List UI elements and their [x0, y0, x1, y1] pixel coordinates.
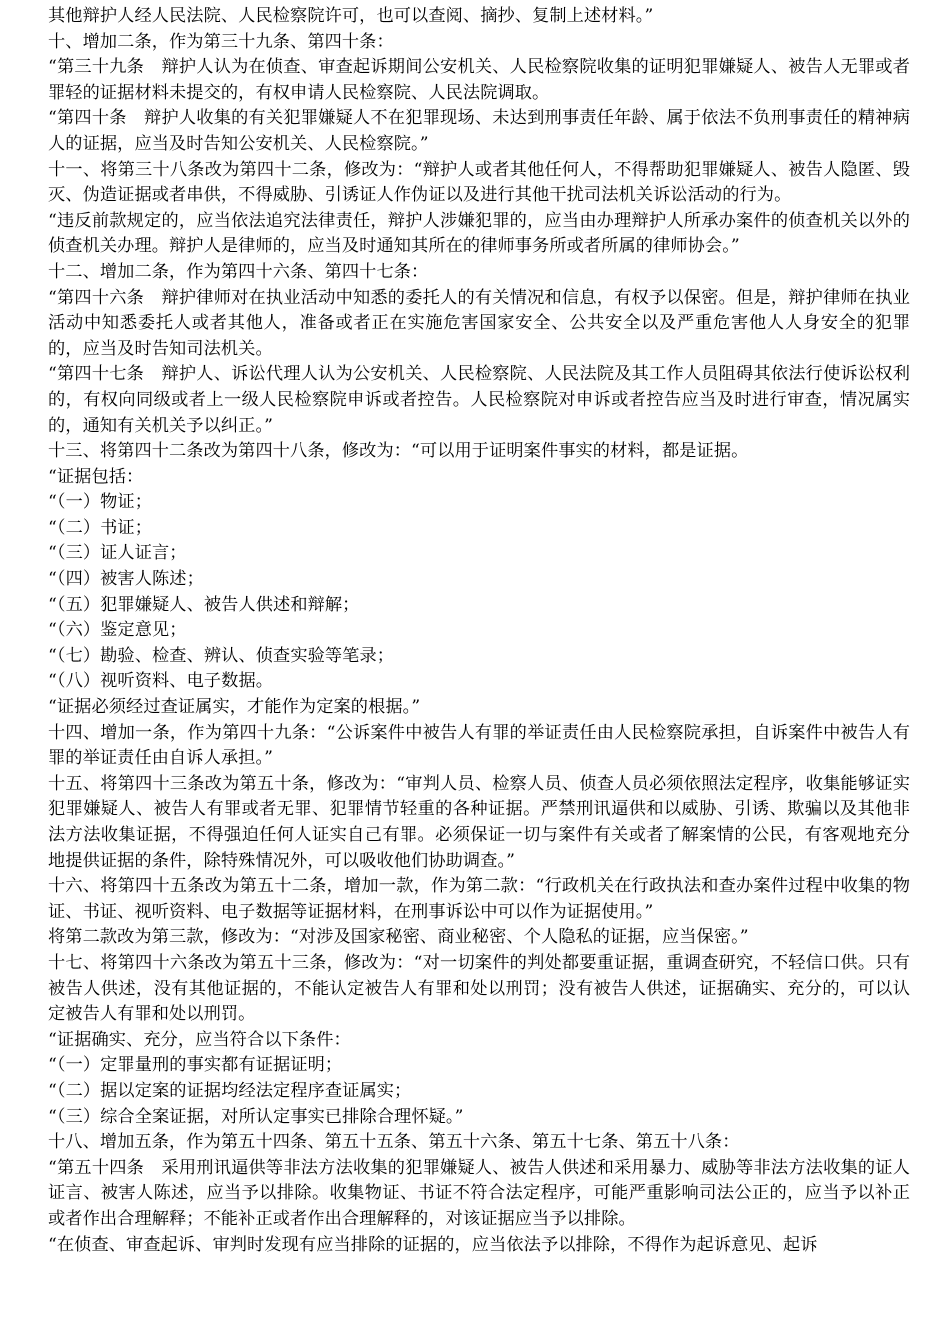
paragraph: “第四十七条 辩护人、诉讼代理人认为公安机关、人民检察院、人民法院及其工作人员阻碍其依法行使诉讼权利的，有权向同级或者上一级人民检察院申诉或者控告。人民检察院对申诉或者控告应当及时进行审查，情况属实的，通知有关机关予以纠正。” — [48, 364, 910, 436]
paragraph: “（二）书证； — [48, 517, 153, 538]
paragraph: 十、增加二条，作为第三十九条、第四十条： — [48, 31, 394, 52]
paragraph: 十六、将第四十五条改为第五十二条，增加一款，作为第二款：“行政机关在行政执法和查办案件过程中收集的物证、书证、视听资料、电子数据等证据材料，在刑事诉讼中可以作为证据使用。” — [48, 876, 910, 922]
paragraph: 十四、增加一条，作为第四十九条：“公诉案件中被告人有罪的举证责任由人民检察院承担，自诉案件中被告人有罪的举证责任由自诉人承担。” — [48, 722, 910, 769]
paragraph: “（七）勘验、检查、辨认、侦查实验等笔录； — [48, 645, 395, 666]
paragraph: “第四十六条 辩护律师对在执业活动中知悉的委托人的有关情况和信息，有权予以保密。但是，辩护律师在执业活动中知悉委托人或者其他人，准备或者正在实施危害国家安全、公共安全以及严重危害他人人身安全的犯罪的，应当及时告知司法机关。 — [48, 287, 910, 359]
paragraph: “（三）证人证言； — [48, 543, 187, 564]
paragraph: “（一）定罪量刑的事实都有证据证明； — [48, 1055, 343, 1076]
paragraph: “违反前款规定的，应当依法追究法律责任，辩护人涉嫌犯罪的，应当由办理辩护人所承办案件的侦查机关以外的侦查机关办理。辩护人是律师的，应当及时通知其所在的律师事务所或者所属的律师协会。” — [48, 210, 910, 257]
paragraph: 十二、增加二条，作为第四十六条、第四十七条： — [48, 261, 429, 282]
paragraph: “证据确实、充分，应当符合以下条件： — [48, 1029, 351, 1050]
paragraph: “在侦查、审查起诉、审判时发现有应当排除的证据的，应当依法予以排除，不得作为起诉意见、起诉 — [48, 1234, 818, 1255]
paragraph: 十八、增加五条，作为第五十四条、第五十五条、第五十六条、第五十七条、第五十八条： — [48, 1132, 740, 1153]
paragraph: 十三、将第四十二条改为第四十八条，修改为：“可以用于证明案件事实的材料，都是证据。 — [48, 441, 749, 462]
paragraph: “证据包括： — [48, 466, 144, 487]
paragraph: 十五、将第四十三条改为第五十条，修改为：“审判人员、检察人员、侦查人员必须依照法定程序，收集能够证实犯罪嫌疑人、被告人有罪或者无罪、犯罪情节轻重的各种证据。严禁刑讯逼供和以威胁、引诱、欺骗以及其他非法方法收集证据，不得强迫任何人证实自己有罪。必须保证一切与案件有关或者了解案情的公民，有客观地充分地提供证据的条件，除特殊情况外，可以吸收他们协助调查。” — [48, 773, 910, 871]
paragraph: “（五）犯罪嫌疑人、被告人供述和辩解； — [48, 594, 360, 615]
paragraph: 其他辩护人经人民法院、人民检察院许可，也可以查阅、摘抄、复制上述材料。” — [48, 6, 654, 26]
paragraph: 十一、将第三十八条改为第四十二条，修改为：“辩护人或者其他任何人，不得帮助犯罪嫌疑人、被告人隐匿、毁灭、伪造证据或者串供，不得威胁、引诱证人作伪证以及进行其他干扰司法机关诉讼活动的行为。 — [48, 159, 910, 206]
paragraph: “第三十九条 辩护人认为在侦查、审查起诉期间公安机关、人民检察院收集的证明犯罪嫌疑人、被告人无罪或者罪轻的证据材料未提交的，有权申请人民检察院、人民法院调取。 — [48, 57, 910, 103]
document-page — [48, 4, 910, 1258]
paragraph: 将第二款改为第三款，修改为：“对涉及国家秘密、商业秘密、个人隐私的证据，应当保密。” — [48, 927, 749, 948]
paragraph: 十七、将第四十六条改为第五十三条，修改为：“对一切案件的判处都要重证据，重调查研究，不轻信口供。只有被告人供述，没有其他证据的，不能认定被告人有罪和处以刑罚；没有被告人供述，证据确实、充分的，可以认定被告人有罪和处以刑罚。 — [48, 952, 910, 1025]
paragraph: “（三）综合全案证据，对所认定事实已排除合理怀疑。” — [48, 1106, 464, 1127]
paragraph: “（八）视听资料、电子数据。 — [48, 671, 274, 692]
paragraph: “（六）鉴定意见； — [48, 620, 187, 641]
paragraph: “（二）据以定案的证据均经法定程序查证属实； — [48, 1080, 412, 1101]
paragraph: “第四十条 辩护人收集的有关犯罪嫌疑人不在犯罪现场、未达到刑事责任年龄、属于依法不负刑事责任的精神病人的证据，应当及时告知公安机关、人民检察院。” — [48, 108, 910, 154]
paragraph: “（四）被害人陈述； — [48, 569, 204, 590]
paragraph: “证据必须经过查证属实，才能作为定案的根据。” — [48, 697, 421, 718]
paragraph: “（一）物证； — [48, 492, 153, 513]
paragraph: “第五十四条 采用刑讯逼供等非法方法收集的犯罪嫌疑人、被告人供述和采用暴力、威胁等非法方法收集的证人证言、被害人陈述，应当予以排除。收集物证、书证不符合法定程序，可能严重影响司法公正的，应当予以补正或者作出合理解释；不能补正或者作出合理解释的，对该证据应当予以排除。 — [48, 1157, 910, 1229]
